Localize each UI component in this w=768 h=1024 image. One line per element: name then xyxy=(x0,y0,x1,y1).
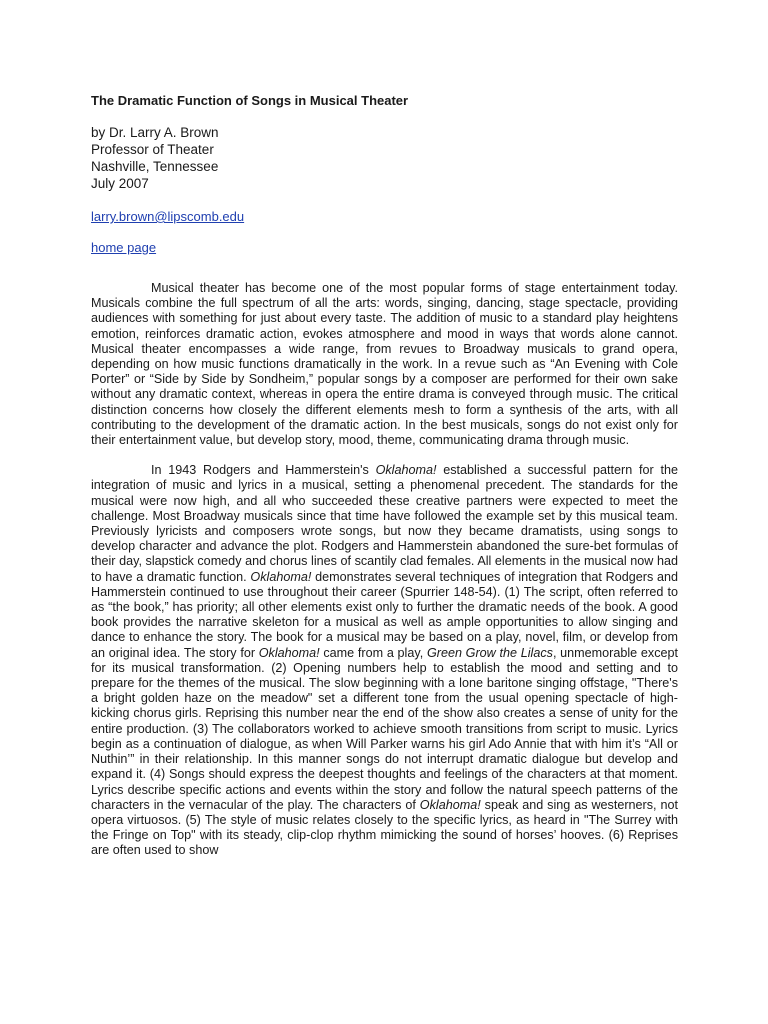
paragraph-text: Musical theater has become one of the most popular forms of stage entertainment today. Musicals combine the full spectrum of all the arts: words, singing, dancing, stage spectacle, providing audiences with something for just about every taste. The addition of music to a standard play heightens emotion, reinforces dramatic action, evokes atmosphere and mood in ways that words alone cannot. Musical theater encompasses a wide range, from revues to Broadway musicals to grand opera, depending on how music functions dramatically in the work. In a revue such as “An Evening with Cole Porter” or “Side by Side by Sondheim,” popular songs by a composer are performed for their own sake without any dramatic context, whereas in opera the entire drama is conveyed through music. The critical distinction concerns how closely the different elements mesh to form a synthesis of the arts, with all contributing to the development of the dramatic action. In the best musicals, songs do not exist only for their entertainment value, but develop story, mood, theme, communicating drama through music. xyxy=(91,281,678,448)
author-position: Professor of Theater xyxy=(91,142,214,157)
email-link[interactable]: larry.brown@lipscomb.edu xyxy=(91,209,245,224)
paragraph-text: demonstrates several techniques of integration that Rodgers and Hammerstein continued to use throughout their career (Spurrier 148-54). (1) The script, often referred to as “the book,” has priority; all other elements exist only to further the dramatic needs of the book. A good book provides the narrative skeleton for a musical as well as ample opportunities to allow singing and dance to enhance the story. The book for a musical may be based on a play, novel, film, or develop from an original idea. The story for xyxy=(91,569,678,660)
article-date: July 2007 xyxy=(91,176,149,191)
paragraph-oklahoma xyxy=(91,463,678,858)
italic-title-text: Oklahoma! xyxy=(375,463,437,478)
paragraph-text: came from a play, xyxy=(319,645,427,660)
italic-title-text: Oklahoma! xyxy=(258,645,320,660)
article-title: The Dramatic Function of Songs in Musical Theater xyxy=(91,93,409,108)
italic-title-text: Oklahoma! xyxy=(419,797,481,812)
paragraph-text: established a successful pattern for the integration of music and lyrics in a musical, setting a phenomenal precedent. The standards for the musical were now high, and all who succeeded these creative partners were expected to meet the challenge. Most Broadway musicals since that time have followed the example set by this musical team. Previously lyricists and composers wrote songs, but now they became dramatists, using songs to develop character and advance the plot. Rodgers and Hammerstein abandoned the sure-bet formulas of their day, slapstick comedy and chorus lines of scantily clad females. All elements in the musical now had to have a dramatic function. xyxy=(91,463,678,584)
italic-title-text: Green Grow the Lilacs xyxy=(426,645,553,660)
author-location: Nashville, Tennessee xyxy=(91,159,219,174)
author-name: by Dr. Larry A. Brown xyxy=(91,125,219,140)
home-page-link[interactable]: home page xyxy=(91,240,157,255)
italic-title-text: Oklahoma! xyxy=(250,569,312,584)
paragraph-text: In 1943 Rodgers and Hammerstein's xyxy=(151,463,376,478)
document-page xyxy=(91,92,678,859)
paragraph-text: , unmemorable except for its musical transformation. (2) Opening numbers help to establish the mood and setting and to prepare for the themes of the musical. The slow beginning with a lone baritone singing offstage, "There's a bright golden haze on the meadow" set a different tone from the usual opening spectacle of high-kicking chorus girls. Reprising this number near the end of the show also creates a sense of unity for the entire production. (3) The collaborators worked to achieve smooth transitions from script to music. Lyrics begin as a continuation of dialogue, as when Will Parker warns his girl Ado Annie that with him it’s “All or Nuthin’” in their relationship. In this manner songs do not interrupt dramatic dialogue but develop and expand it. (4) Songs should express the deepest thoughts and feelings of the characters at that moment. Lyrics describe specific actions and events within the story and follow the natural speech patterns of the characters in the vernacular of the play. The characters of xyxy=(91,645,678,812)
byline xyxy=(91,124,678,192)
home-line xyxy=(91,239,678,257)
paragraph-text: speak and sing as westerners, not opera virtuosos. (5) The style of music relates closely to the specific lyrics, as heard in "The Surrey with the Fringe on Top" with its steady, clip-clop rhythm mimicking the sound of horses’ hooves. (6) Reprises are often used to show xyxy=(91,797,678,858)
email-line xyxy=(91,208,678,226)
paragraph-intro xyxy=(91,281,678,448)
